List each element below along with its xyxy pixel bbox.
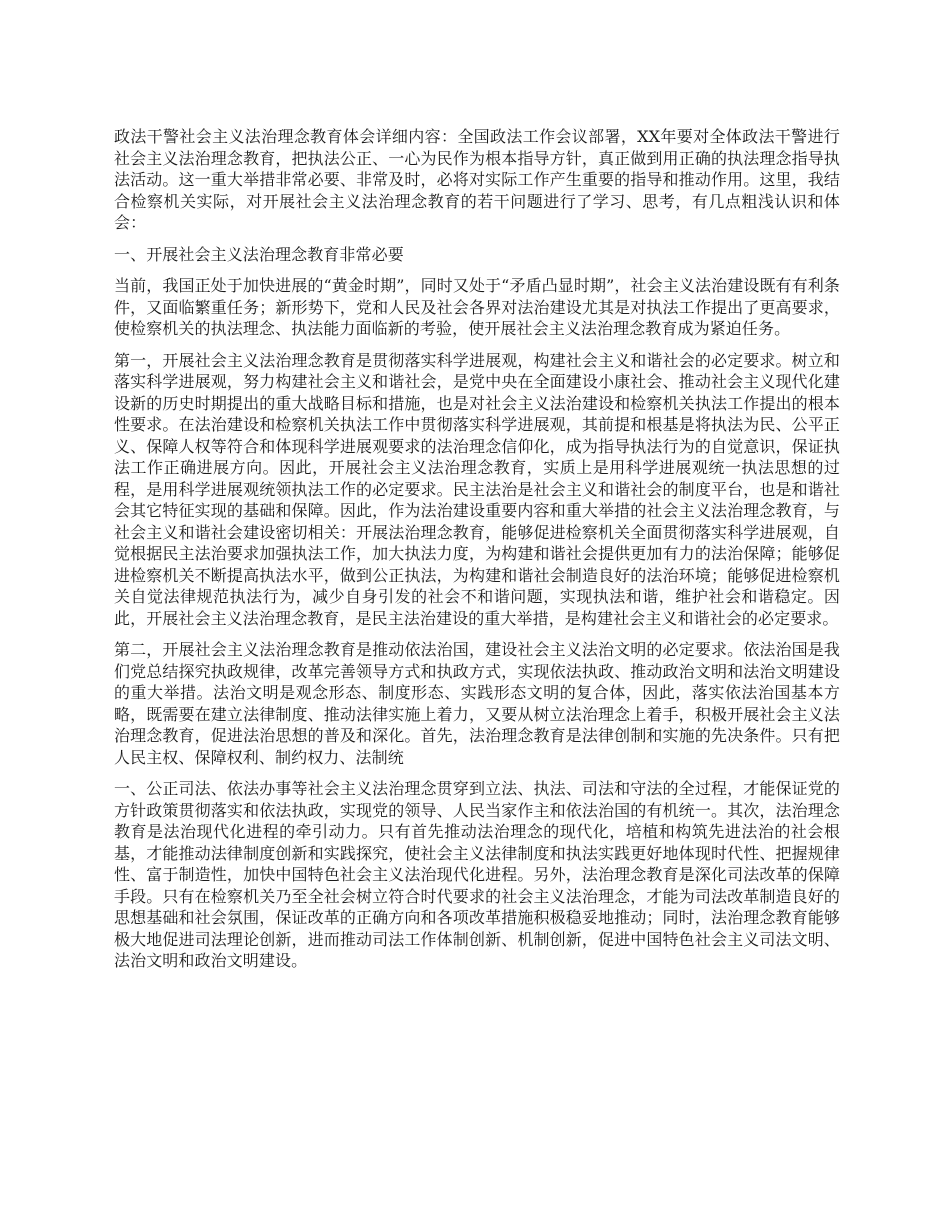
body-paragraph-context: 当前，我国正处于加快进展的“黄金时期”，同时又处于“矛盾凸显时期”，社会主义法治建设既有有利条件，又面临繁重任务；新形势下，党和人民及社会各界对法治建设尤其是对执法工作提出了更高要求，使检察机关的执法理念、执法能力面临新的考验，使开展社会主义法治理念教育成为紧迫任务。 [114, 276, 840, 338]
body-paragraph-second-point: 第二，开展社会主义法治理念教育是推动依法治国，建设社会主义法治文明的必定要求。依法治国是我们党总结探究执政规律，改革完善领导方式和执政方式，实现依法执政、推动政治文明和法治文明建设的重大举措。法治文明是观念形态、制度形态、实践形态文明的复合体，因此，落实依法治国基本方略，既需要在建立法律制度、推动法律实施上着力，又要从树立法治理念上着手，积极开展社会主义法治理念教育，促进法治思想的普及和深化。首先，法治理念教育是法律创制和实施的先决条件。只有把人民主权、保障权利、制约权力、法制统 [114, 640, 840, 767]
document-body [114, 126, 840, 982]
body-paragraph-continuation: 一、公正司法、依法办事等社会主义法治理念贯穿到立法、执法、司法和守法的全过程，才能保证党的方针政策贯彻落实和依法执政，实现党的领导、人民当家作主和依法治国的有机统一。其次，法治理念教育是法治现代化进程的牵引动力。只有首先推动法治理念的现代化，培植和构筑先进法治的社会根基，才能推动法律制度创新和实践探究，使社会主义法律制度和执法实践更好地体现时代性、把握规律性、富于制造性，加快中国特色社会主义法治现代化进程。另外，法治理念教育是深化司法改革的保障手段。只有在检察机关乃至全社会树立符合时代要求的社会主义法治理念，才能为司法改革制造良好的思想基础和社会氛围，保证改革的正确方向和各项改革措施积极稳妥地推动；同时，法治理念教育能够极大地促进司法理论创新，进而推动司法工作体制创新、机制创新，促进中国特色社会主义司法文明、法治文明和政治文明建设。 [114, 779, 840, 970]
intro-paragraph: 政法干警社会主义法治理念教育体会详细内容：全国政法工作会议部署，XX年要对全体政法干警进行社会主义法治理念教育，把执法公正、一心为民作为根本指导方针，真正做到用正确的执法理念指导执法活动。这一重大举措非常必要、非常及时，必将对实际工作产生重要的指导和推动作用。这里，我结合检察机关实际，对开展社会主义法治理念教育的若干问题进行了学习、思考，有几点粗浅认识和体会： [114, 127, 840, 232]
body-paragraph-first-point: 第一，开展社会主义法治理念教育是贯彻落实科学进展观，构建社会主义和谐社会的必定要求。树立和落实科学进展观，努力构建社会主义和谐社会，是党中央在全面建设小康社会、推动社会主义现代化建设新的历史时期提出的重大战略目标和措施，也是对社会主义法治建设和检察机关执法工作提出的根本性要求。在法治建设和检察机关执法工作中贯彻落实科学进展观，其前提和根基是将执法为民、公平正义、保障人权等符合和体现科学进展观要求的法治理念信仰化，成为指导执法行为的自觉意识，保证执法工作正确进展方向。因此，开展社会主义法治理念教育，实质上是用科学进展观统一执法思想的过程，是用科学进展观统领执法工作的必定要求。民主法治是社会主义和谐社会的制度平台，也是和谐社会其它特征实现的基础和保障。因此，作为法治建设重要内容和重大举措的社会主义法治理念教育，与社会主义和谐社会建设密切相关：开展法治理念教育，能够促进检察机关全面贯彻落实科学进展观，自觉根据民主法治要求加强执法工作，加大执法力度，为构建和谐社会提供更加有力的法治保障；能够促进检察机关不断提高执法水平，做到公正执法，为构建和谐社会制造良好的法治环境；能够促进检察机关自觉法律规范执法行为，减少自身引发的社会不和谐问题，实现执法和谐，维护社会和谐稳定。因此，开展社会主义法治理念教育，是民主法治建设的重大举措，是构建社会主义和谐社会的必定要求。 [114, 350, 840, 628]
section-heading: 一、开展社会主义法治理念教育非常必要 [114, 244, 404, 264]
